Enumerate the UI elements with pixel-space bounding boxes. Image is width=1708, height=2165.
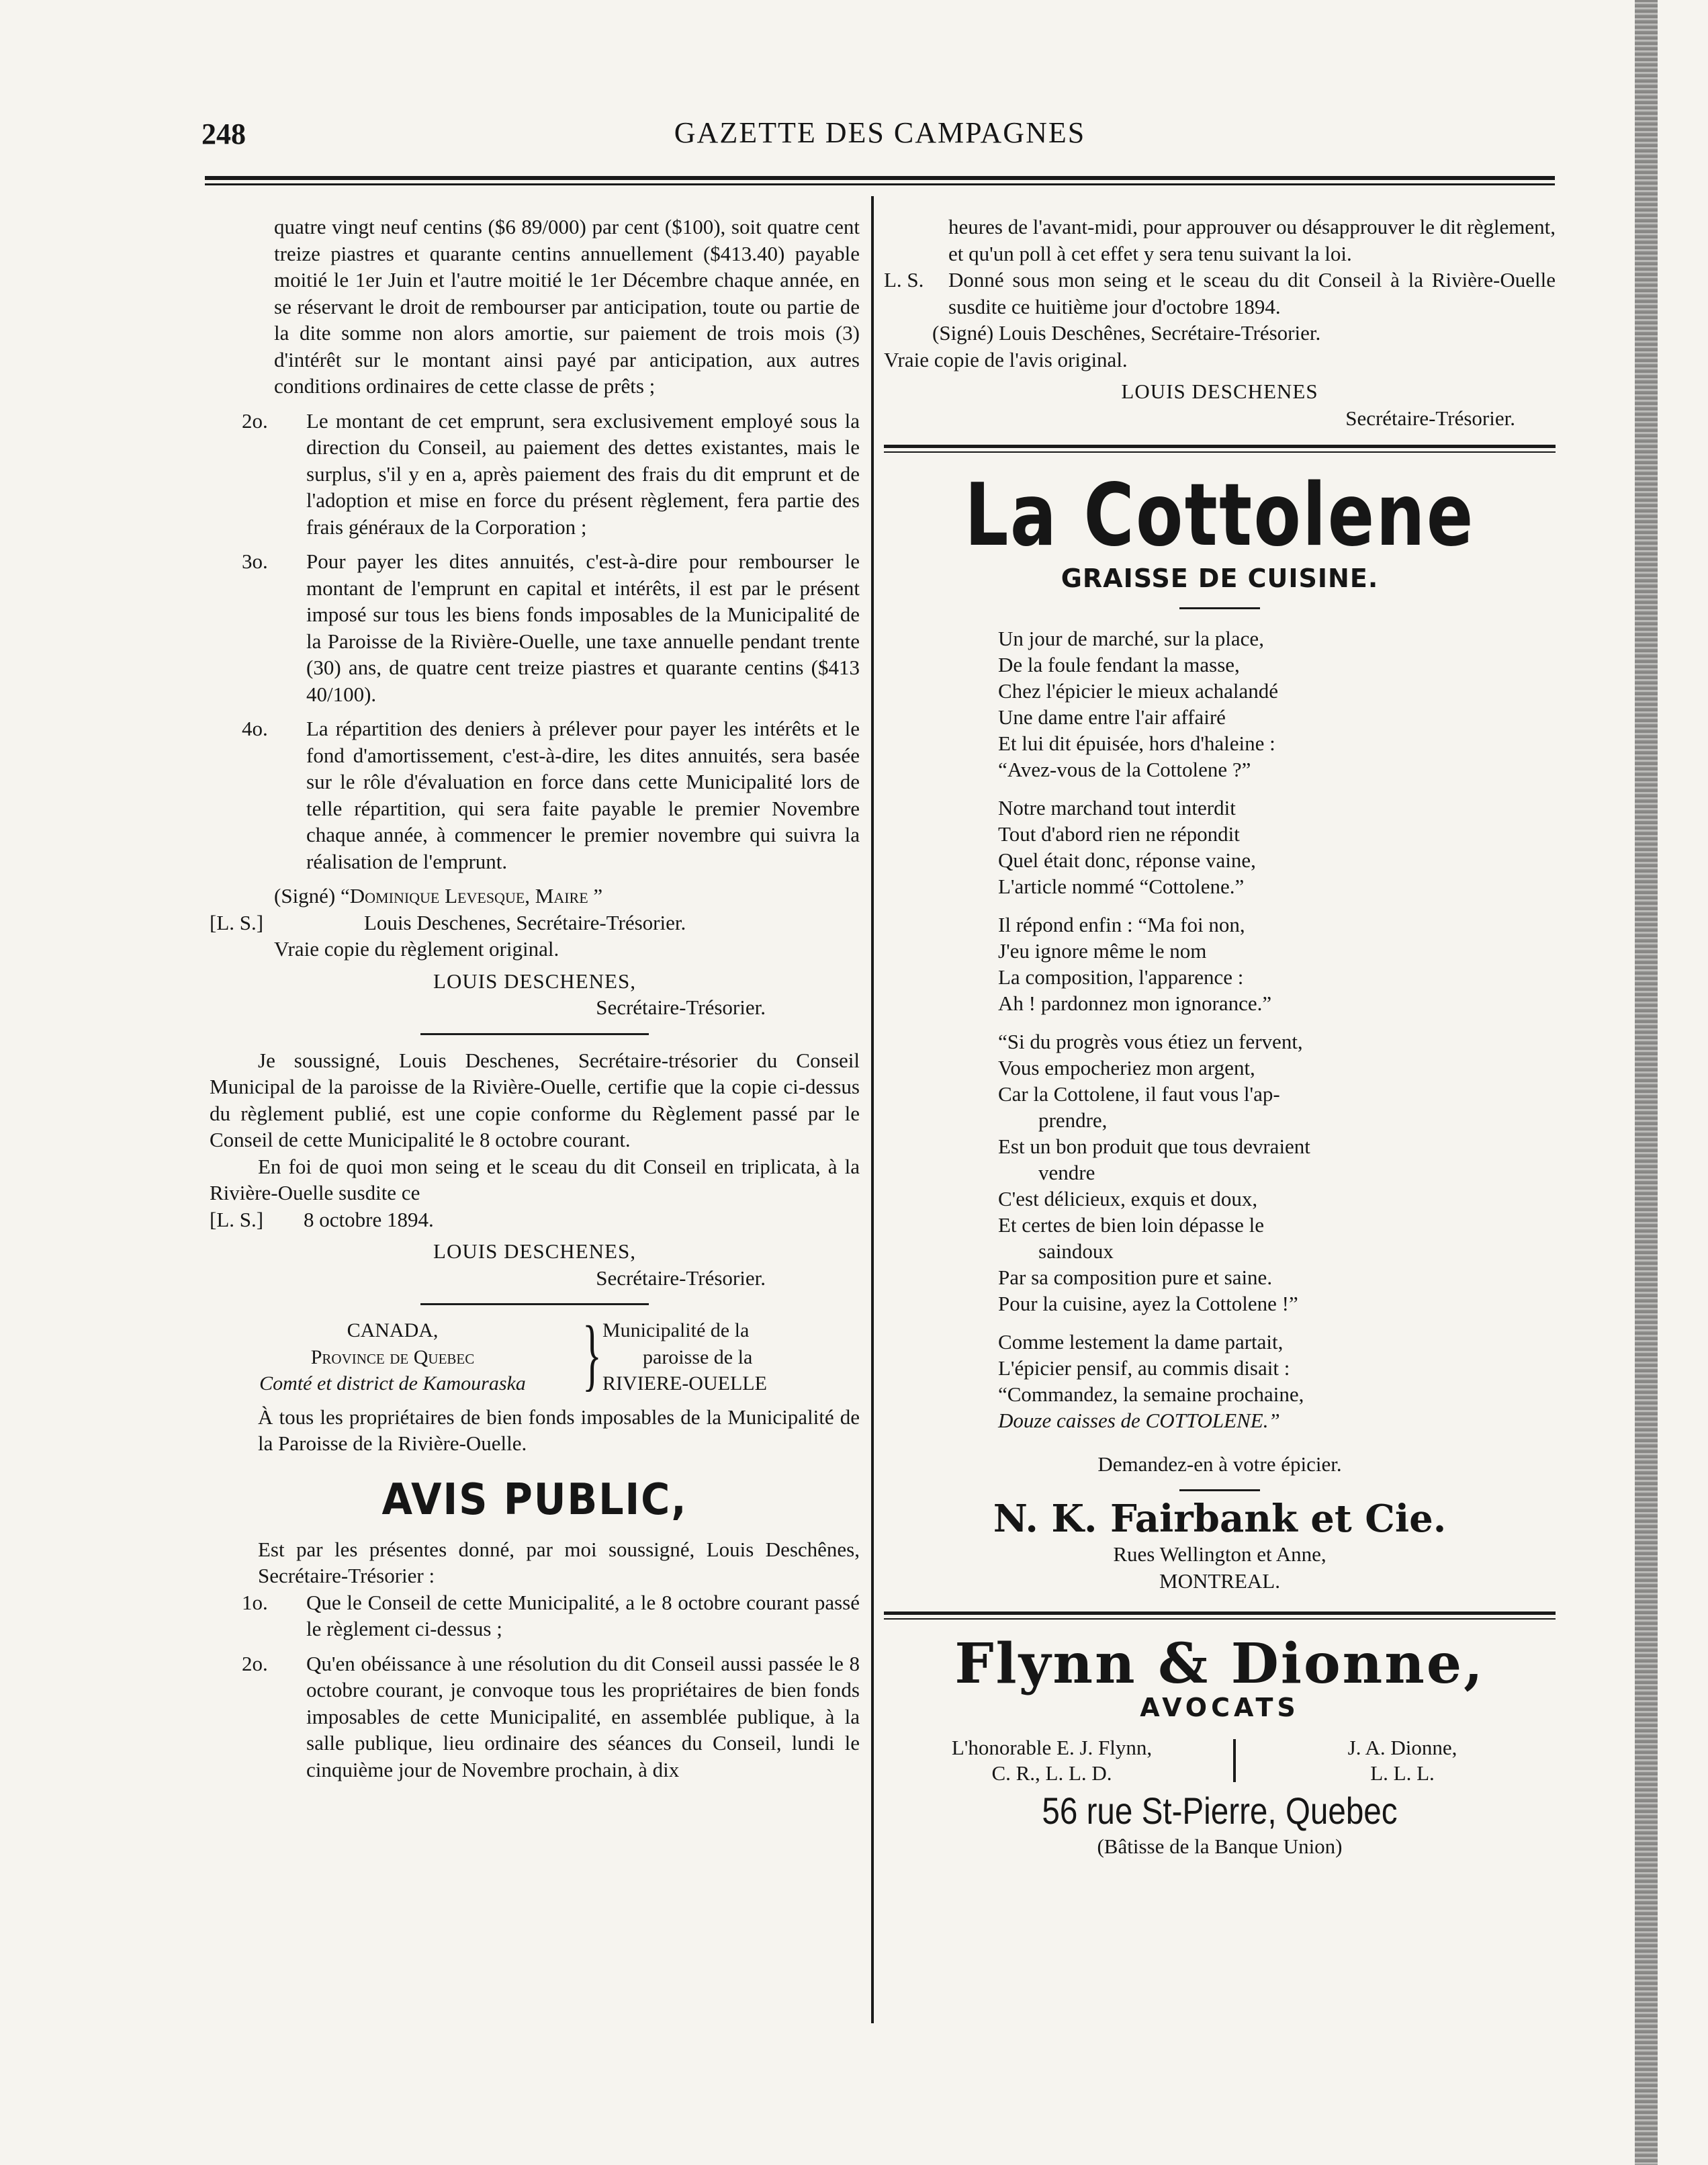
poem-line: Et certes de bien loin dépasse le <box>998 1212 1264 1237</box>
poem-line: Il répond enfin : “Ma foi non, <box>998 912 1245 936</box>
parish-label: paroisse de la <box>643 1345 753 1368</box>
binding-edge <box>1635 0 1658 2165</box>
poem-line: Un jour de marché, sur la place, <box>998 626 1264 650</box>
page-header <box>201 113 1558 160</box>
poem-line: J'eu ignore même le nom <box>998 938 1207 963</box>
ad-rule-bottom <box>884 1611 1556 1620</box>
lawyers-block <box>884 1735 1556 1786</box>
brand-street: Rues Wellington et Anne, <box>1113 1542 1327 1566</box>
poem-line: C'est délicieux, exquis et doux, <box>998 1186 1258 1210</box>
seal-date: 8 octobre 1894. <box>304 1207 434 1231</box>
certification-paragraph: Je soussigné, Louis Deschenes, Secrétaire-trésorier du Conseil Municipal de la paroisse de la Rivière-Ouelle, certifie que la copie ci-dessus du règlement publié, est une copie conforme du Règlement passé par le Conseil de cette Municipalité le 8 octobre courant. <box>210 1048 860 1151</box>
article-text: Le montant de cet emprunt, sera exclusivement employé sous la direction du Conseil, au paiement des dettes existantes, mais le surplus, s'il y en a, après paiement des frais du dit emprunt et de l'adoption et mise en force du présent règlement, fera partie des frais généraux de la Corporation ; <box>306 408 860 539</box>
poem-line: prendre, <box>1038 1108 1108 1132</box>
notice-heading: AVIS PUBLIC, <box>381 1474 688 1525</box>
brand-city: MONTREAL. <box>1159 1568 1280 1593</box>
addressee-paragraph: À tous les propriétaires de bien fonds imposables de la Municipalité de la Paroisse de la Rivière-Ouelle. <box>258 1405 860 1455</box>
article-text: La répartition des deniers à prélever pour payer les intérêts et le fond d'amortissement, c'est-à-dire, les dites annuités, sera basée sur le rôle d'évaluation en force dans cette Municipalité lors de telle répartition, qui sera faite payable le premier Novembre chaque année, à commencer le premier novembre qui suivra la réalisation de l'emprunt. <box>306 717 860 873</box>
notice-continued: heures de l'avant-midi, pour approuver ou désapprouver le dit règlement, et qu'un poll à cet effet y sera tenu suivant la loi. <box>948 215 1556 265</box>
notice-intro: Est par les présentes donné, par moi soussigné, Louis Deschênes, Secrétaire-Trésorier : <box>258 1537 860 1587</box>
poem-line: saindoux <box>1038 1239 1114 1263</box>
poem-line: De la foule fendant la masse, <box>998 652 1240 676</box>
district-label: Comté et district de Kamouraska <box>259 1372 526 1395</box>
brace-glyph: } <box>582 1309 602 1399</box>
firm-address: 56 rue St-Pierre, Quebec <box>1042 1789 1398 1832</box>
ask-grocer: Demandez-en à votre épicier. <box>1097 1452 1342 1476</box>
secretary-signature: Louis Deschenes, Secrétaire-Trésorier. <box>364 910 686 934</box>
poem-line: “Si du progrès vous étiez un fervent, <box>998 1029 1303 1053</box>
poem-line: Comme lestement la dame partait, <box>998 1329 1284 1354</box>
parish-name: RIVIERE-OUELLE <box>602 1372 767 1395</box>
loan-terms-continued: quatre vingt neuf centins ($6 89/000) par cent ($100), soit quatre cent treize piastres et quarante centins annuellement ($413.40) payable moitié le 1er Juin et l'autre moitié le 1er Décembre chaque année, en se réservant le droit de rembourser par anticipation, toute ou partie de la dite somme non alors amortie, sur paiement de trois mois (3) d'intérêt sur le montant ainsi payé par anticipation, aux autres conditions ordinaires de cette classe de prêts ; <box>274 215 860 398</box>
cottolene-ad-subtitle: GRAISSE DE CUISINE. <box>1061 564 1379 593</box>
item-text: Qu'en obéissance à une résolution du dit Conseil aussi passée le 8 octobre courant, je convoque tous les propriétaires de bien fonds imposables de cette Municipalité, en assemblée publique, à la salle publique, lieu ordinaire des séances du Conseil, lundi le cinquième jour de Novembre prochain, à dix <box>306 1651 860 1781</box>
lawyer-dionne <box>1249 1735 1556 1786</box>
notice-item-2 <box>210 1650 860 1783</box>
poem-stanza-2 <box>998 795 1556 899</box>
lawyer-flynn <box>884 1735 1220 1786</box>
poem-line: Ah ! pardonnez mon ignorance.” <box>998 991 1272 1015</box>
lawyer-divider <box>1233 1739 1236 1782</box>
poem-line: Quel était donc, réponse vaine, <box>998 848 1256 872</box>
poem-line: Et lui dit épuisée, hors d'haleine : <box>998 731 1275 755</box>
law-firm-name: Flynn & Dionne, <box>954 1632 1485 1696</box>
signed-secretary: (Signé) Louis Deschênes, Secrétaire-Trésorier. <box>932 321 1321 345</box>
brand-name: N. K. Fairbank et Cie. <box>993 1497 1447 1541</box>
article-3 <box>210 548 860 707</box>
lawyer-credentials: C. R., L. L. D. <box>991 1761 1112 1785</box>
seal-paragraph: En foi de quoi mon seing et le sceau du dit Conseil en triplicata, à la Rivière-Ouelle susdite ce <box>210 1154 860 1204</box>
signed-suffix: ” <box>588 884 603 908</box>
poem-line: L'article nommé “Cottolene.” <box>998 874 1245 898</box>
poem-line: “Avez-vous de la Cottolene ?” <box>998 757 1251 781</box>
right-column <box>884 214 1556 1859</box>
poem-line: L'épicier pensif, au commis disait : <box>998 1356 1290 1380</box>
running-title: GAZETTE DES CAMPAGNES <box>674 116 1086 149</box>
poem-line: Chez l'épicier le mieux achalandé <box>998 678 1278 703</box>
ad-mini-rule <box>1179 607 1260 609</box>
item-number: 2o. <box>242 1651 268 1675</box>
item-number: 1o. <box>242 1590 268 1614</box>
poem-line: Car la Cottolene, il faut vous l'ap- <box>998 1081 1280 1106</box>
lawyer-credentials: L. L. L. <box>1370 1761 1435 1785</box>
poem-stanza-4 <box>998 1028 1556 1317</box>
poem-stanza-1 <box>998 625 1556 783</box>
jurisdiction-right <box>602 1317 860 1397</box>
seal-mark: [L. S.] <box>210 1207 264 1231</box>
secretary-name: LOUIS DESCHENES <box>1121 380 1318 403</box>
jurisdiction-block <box>210 1309 860 1399</box>
poem-line: Est un bon produit que tous devraient <box>998 1134 1310 1158</box>
seal-line <box>210 910 860 936</box>
jurisdiction-left <box>210 1317 576 1397</box>
cottolene-ad-title: La Cottolene <box>964 466 1475 566</box>
article-2 <box>210 408 860 541</box>
poem-line: Douze caisses de COTTOLENE.” <box>998 1408 1280 1432</box>
seal-mark: [L. S.] <box>210 910 264 934</box>
article-number: 2o. <box>242 408 268 433</box>
secretary-title: Secrétaire-Trésorier. <box>596 996 766 1019</box>
poem-stanza-3 <box>998 912 1556 1016</box>
left-column <box>210 214 860 1791</box>
poem-line: La composition, l'apparence : <box>998 965 1244 989</box>
section-rule <box>420 1033 649 1035</box>
secretary-name: LOUIS DESCHENES, <box>433 969 636 993</box>
mayor-name: Dominique Levesque, Maire <box>349 884 588 908</box>
item-text: Que le Conseil de cette Municipalité, a le 8 octobre courant passé le règlement ci-dessus ; <box>306 1590 860 1640</box>
poem-line: Une dame entre l'air affairé <box>998 705 1226 729</box>
poem-line: Pour la cuisine, ayez la Cottolene !” <box>998 1291 1298 1315</box>
firm-building: (Bâtisse de la Banque Union) <box>1097 1834 1343 1858</box>
header-rule <box>205 176 1555 185</box>
page-number: 248 <box>201 118 246 150</box>
poem-stanza-5 <box>998 1329 1556 1433</box>
true-copy-note: Vraie copie du règlement original. <box>274 937 559 961</box>
ad-rule-top <box>884 445 1556 453</box>
poem-line: Vous empocheriez mon argent, <box>998 1055 1255 1079</box>
secretary-title-2: Secrétaire-Trésorier. <box>596 1266 766 1290</box>
province-label: Province de Quebec <box>310 1345 475 1368</box>
cottolene-poem <box>998 625 1556 1433</box>
notice-item-1 <box>210 1589 860 1642</box>
seal-given-text: Donné sous mon seing et le sceau du dit Conseil à la Rivière-Ouelle susdite ce huitième jour d'octobre 1894. <box>948 268 1556 318</box>
signed-prefix: (Signé) “ <box>274 884 350 908</box>
article-4 <box>210 715 860 875</box>
seal-date-line <box>210 1206 860 1233</box>
article-number: 4o. <box>242 717 268 740</box>
poem-line: Par sa composition pure et saine. <box>998 1265 1273 1289</box>
secretary-name-2: LOUIS DESCHENES, <box>433 1239 636 1263</box>
poem-line: Notre marchand tout interdit <box>998 795 1236 820</box>
true-copy-note: Vraie copie de l'avis original. <box>884 347 1128 371</box>
column-divider <box>871 196 874 2023</box>
poem-line: “Commandez, la semaine prochaine, <box>998 1382 1304 1406</box>
poem-line: vendre <box>1038 1160 1095 1184</box>
section-rule-2 <box>420 1303 649 1305</box>
mayor-signature <box>210 883 860 910</box>
municipality-label: Municipalité de la <box>602 1319 750 1341</box>
article-text: Pour payer les dites annuités, c'est-à-dire pour rembourser le montant de l'emprunt en capital et intérêts, il est par le présent imposé sur tous les biens fonds imposables de la Municipalité de la Paroisse de la Rivière-Ouelle, une taxe annuelle pendant trente (30) ans, de quatre cent treize piastres et quarante centins ($413 40/100). <box>306 549 860 706</box>
seal-given-block <box>884 267 1556 320</box>
secretary-title: Secrétaire-Trésorier. <box>1345 406 1515 430</box>
ad-mini-rule-2 <box>1179 1489 1260 1491</box>
poem-line: Tout d'abord rien ne répondit <box>998 822 1240 846</box>
lawyer-name: L'honorable E. J. Flynn, <box>951 1735 1153 1759</box>
seal-mark: L. S. <box>884 268 924 292</box>
law-firm-subtitle: AVOCATS <box>1140 1693 1300 1722</box>
article-number: 3o. <box>242 549 268 573</box>
country-label: CANADA, <box>347 1319 439 1341</box>
lawyer-name: J. A. Dionne, <box>1347 1735 1457 1759</box>
